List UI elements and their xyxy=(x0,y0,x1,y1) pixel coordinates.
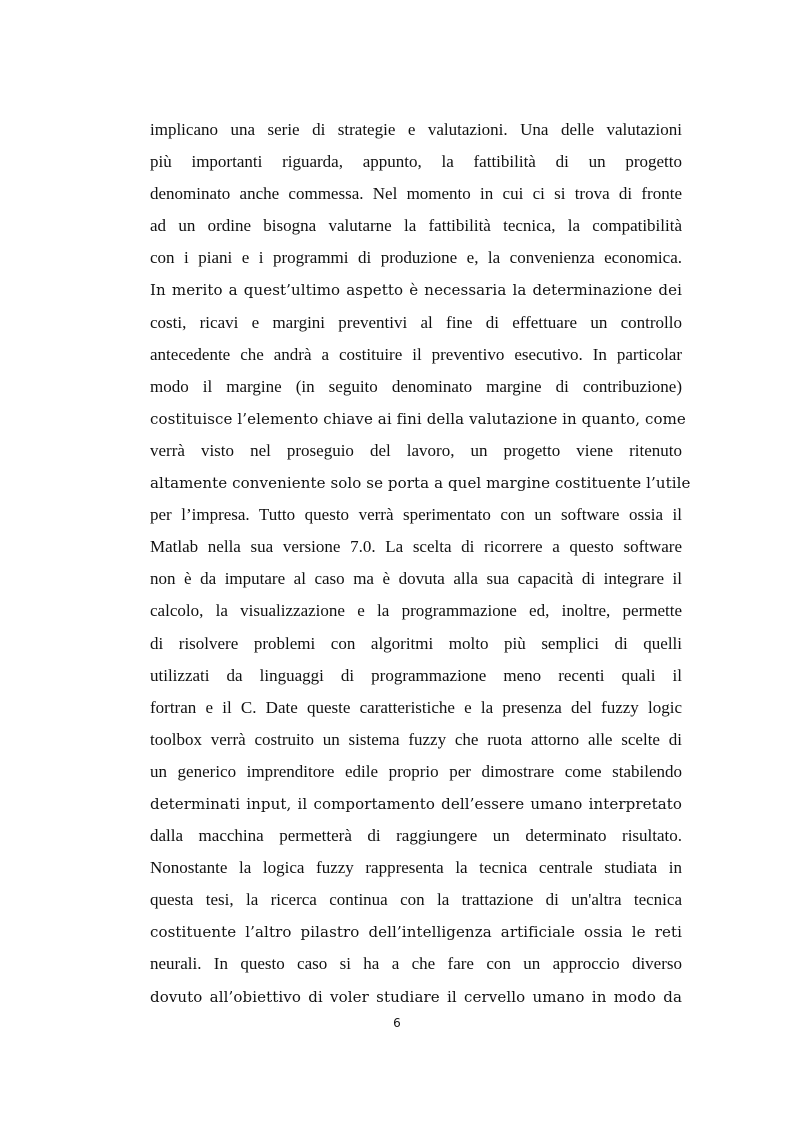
text-line: un generico imprenditore edile proprio per dimostrare come stabilendo xyxy=(150,761,682,781)
text-line: più importanti riguarda, appunto, la fattibilità di un progetto xyxy=(150,152,682,172)
text-line: Nonostante la logica fuzzy rappresenta la tecnica centrale studiata in xyxy=(150,858,682,878)
text-line: verrà visto nel proseguio del lavoro, un progetto viene ritenuto xyxy=(150,440,682,460)
text-line: di risolvere problemi con algoritmi molto più semplici di quelli xyxy=(150,633,682,653)
text-line: per l’impresa. Tutto questo verrà sperimentato con un software ossia il xyxy=(150,505,682,525)
text-line: modo il margine (in seguito denominato margine di contribuzione) xyxy=(150,376,682,396)
text-line: costi, ricavi e margini preventivi al fine di effettuare un controllo xyxy=(150,312,682,332)
text-line: antecedente che andrà a costituire il preventivo esecutivo. In particolar xyxy=(150,344,682,364)
text-line: non è da imputare al caso ma è dovuta alla sua capacità di integrare il xyxy=(150,569,682,589)
text-line: denominato anche commessa. Nel momento in cui ci si trova di fronte xyxy=(150,184,682,204)
text-line: costituisce l’elemento chiave ai fini della valutazione in quanto, come xyxy=(150,409,686,428)
text-line: con i piani e i programmi di produzione e, la convenienza economica. xyxy=(150,248,682,268)
text-line: fortran e il C. Date queste caratteristiche e la presenza del fuzzy logic xyxy=(150,697,682,717)
text-line: Matlab nella sua versione 7.0. La scelta di ricorrere a questo software xyxy=(150,537,682,557)
text-line: neurali. In questo caso si ha a che fare con un approccio diverso xyxy=(150,954,682,974)
text-line: toolbox verrà costruito un sistema fuzzy che ruota attorno alle scelte di xyxy=(150,729,682,749)
text-line: questa tesi, la ricerca continua con la trattazione di un'altra tecnica xyxy=(150,890,682,910)
text-line: utilizzati da linguaggi di programmazione meno recenti quali il xyxy=(150,665,682,685)
text-line: dovuto all’obiettivo di voler studiare il cervello umano in modo da xyxy=(150,987,682,1006)
text-line: implicano una serie di strategie e valutazioni. Una delle valutazioni xyxy=(150,120,682,139)
text-line: determinati input, il comportamento dell’essere umano interpretato xyxy=(150,794,682,813)
text-line: ad un ordine bisogna valutarne la fattibilità tecnica, la compatibilità xyxy=(150,216,682,236)
text-line: calcolo, la visualizzazione e la programmazione ed, inoltre, permette xyxy=(150,601,682,621)
text-line: In merito a quest’ultimo aspetto è necessaria la determinazione dei xyxy=(150,281,682,300)
body-paragraph xyxy=(150,114,691,1013)
text-line: dalla macchina permetterà di raggiungere un determinato risultato. xyxy=(150,826,682,846)
page-number: 6 xyxy=(393,1016,401,1030)
text-line: costituente l’altro pilastro dell’intelligenza artificiale ossia le reti xyxy=(150,923,682,942)
text-line: altamente conveniente solo se porta a quel margine costituente l’utile xyxy=(150,474,691,493)
